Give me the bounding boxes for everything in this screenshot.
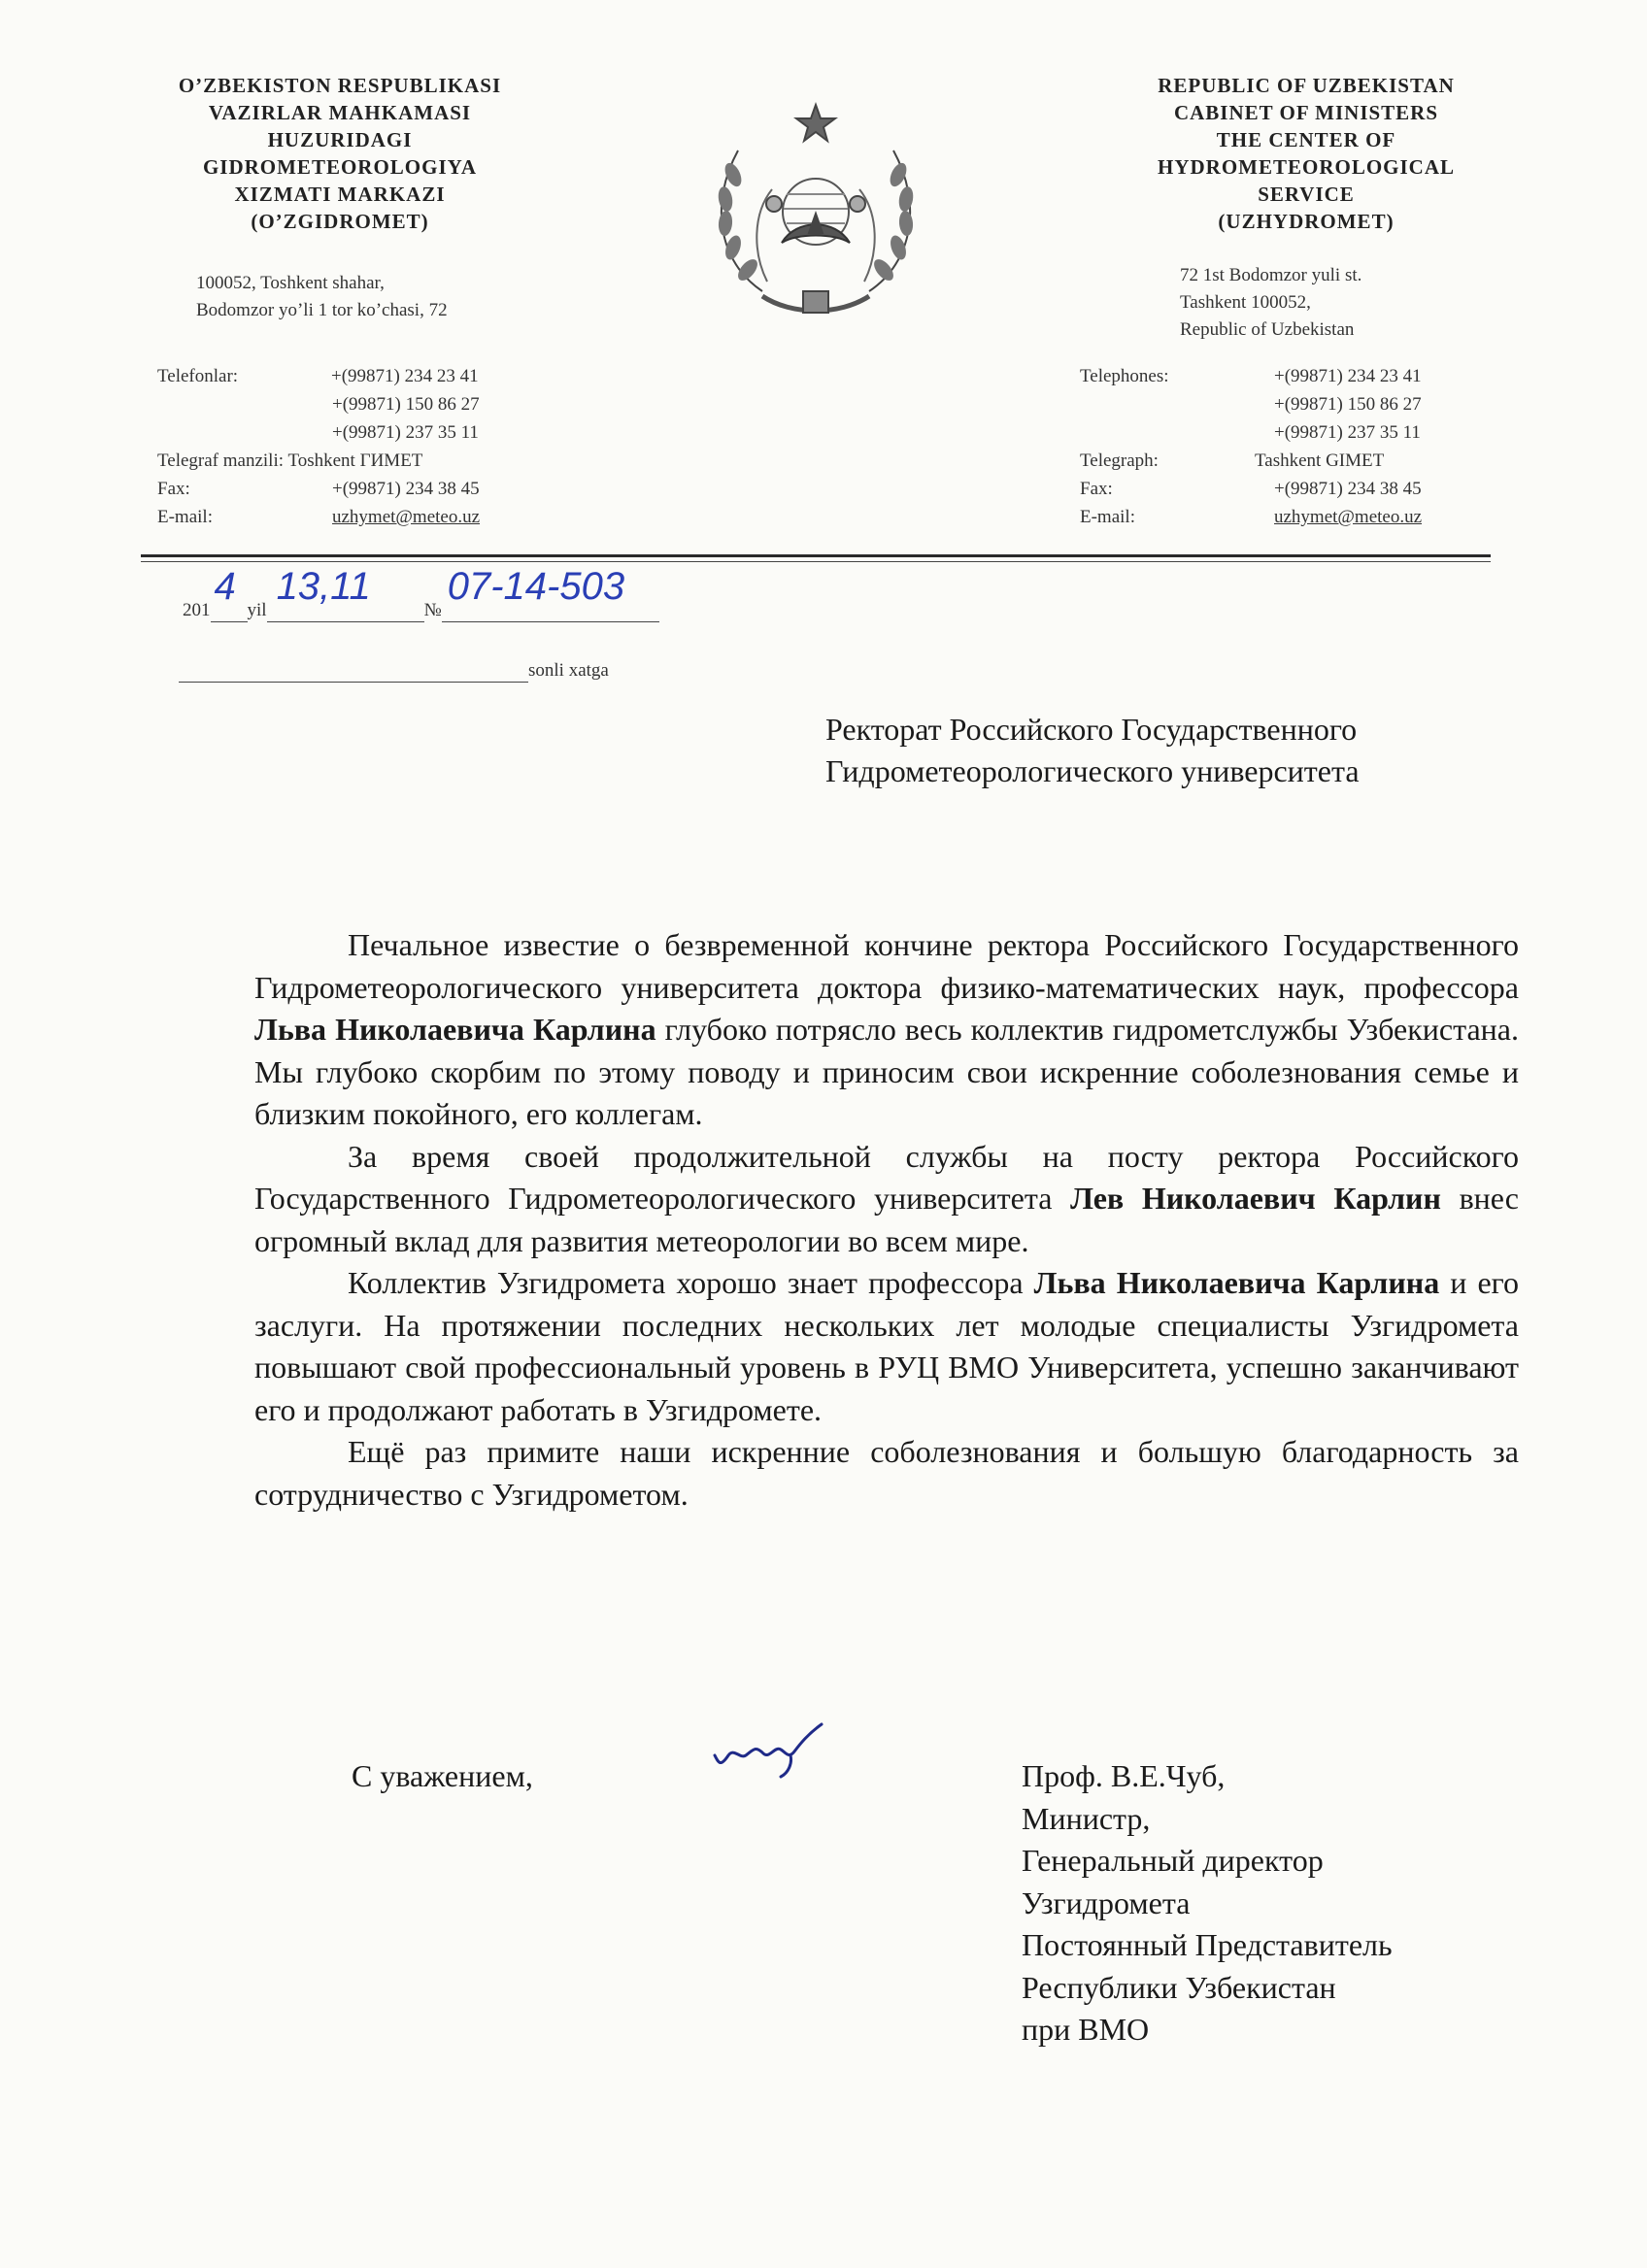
- state-emblem-icon: [694, 97, 937, 330]
- telegraph-label: Telegraph:: [1080, 450, 1159, 471]
- body-paragraph: [254, 1136, 1519, 1263]
- phone-number: +(99871) 150 86 27: [332, 394, 480, 415]
- right-address-line: Tashkent 100052,: [1180, 292, 1311, 313]
- left-org-line: (O’ZGIDROMET): [251, 210, 429, 233]
- reply-label: sonli xatga: [528, 660, 609, 681]
- left-org-line: XIZMATI MARKAZI: [234, 183, 446, 206]
- body-text: За время своей продолжительной службы на посту ректора Российского Государственного Гидрометеорологического университета: [254, 1138, 1519, 1216]
- signatory-line: Республики Узбекистан: [1022, 1969, 1336, 2005]
- letterhead-divider-thin: [141, 561, 1491, 562]
- body-text: Печальное известие о безвременной кончине ректора Российского Государственного Гидрометеорологического университета доктора физико-математических наук, профессора: [254, 927, 1519, 1005]
- left-address-line: Bodomzor yo’li 1 tor ko’chasi, 72: [196, 300, 448, 320]
- addressee-line: Ректорат Российского Государственного: [825, 712, 1358, 747]
- right-contacts: [1080, 362, 1422, 531]
- body-paragraph: [254, 924, 1519, 1136]
- right-org-header: [1102, 72, 1510, 235]
- left-contacts: [157, 362, 480, 531]
- letterhead-divider: [141, 554, 1491, 557]
- letter-body: [254, 924, 1519, 1516]
- signatory-block: [1022, 1755, 1393, 2051]
- signatory-line: Постоянный Представитель: [1022, 1927, 1393, 1962]
- left-org-header: [136, 72, 544, 235]
- right-address-line: Republic of Uzbekistan: [1180, 319, 1355, 340]
- phone-number: +(99871) 234 23 41: [1274, 366, 1422, 386]
- right-address-line: 72 1st Bodomzor yuli st.: [1180, 265, 1362, 285]
- email-link[interactable]: uzhymet@meteo.uz: [332, 507, 481, 527]
- telegraph-address: Tashkent GIMET: [1255, 450, 1385, 471]
- telegraph-label: Telegraf manzili:: [157, 450, 285, 471]
- email-label: E-mail:: [1080, 507, 1135, 527]
- number-label: №: [423, 600, 442, 620]
- person-name: Лев Николаевич Карлин: [1070, 1181, 1441, 1216]
- signatory-line: Проф. В.Е.Чуб,: [1022, 1758, 1226, 1793]
- person-name: Льва Николаевича Карлина: [1033, 1265, 1440, 1300]
- body-text: Коллектив Узгидромета хорошо знает профессора: [348, 1265, 1034, 1300]
- left-org-line: HUZURIDAGI: [267, 128, 413, 151]
- year-prefix: 201: [183, 600, 211, 620]
- phones-label: Telefonlar:: [157, 366, 239, 386]
- fax-label: Fax:: [157, 479, 190, 499]
- email-link[interactable]: uzhymet@meteo.uz: [1274, 507, 1423, 527]
- right-org-line: HYDROMETEOROLOGICAL: [1157, 155, 1456, 179]
- addressee-line: Гидрометеорологического университета: [825, 753, 1360, 788]
- right-org-line: CABINET OF MINISTERS: [1173, 101, 1439, 124]
- phone-number: +(99871) 237 35 11: [1274, 422, 1421, 443]
- body-paragraph: [254, 1262, 1519, 1431]
- signatory-line: Министр,: [1022, 1800, 1151, 1836]
- registration-line: [183, 565, 659, 622]
- fax-number: +(99871) 234 38 45: [1274, 479, 1422, 499]
- date-handwritten: 13,11: [276, 565, 371, 608]
- left-org-line: VAZIRLAR MAHKAMASI: [208, 101, 472, 124]
- body-paragraph: [254, 1431, 1519, 1516]
- addressee: [825, 709, 1360, 792]
- handwritten-signature: [707, 1717, 833, 1784]
- year-handwritten: 4: [214, 565, 236, 608]
- body-text: внес огромный вклад для развития метеорологии во всем мире.: [254, 1181, 1519, 1258]
- left-org-line: O’ZBEKISTON RESPUBLIKASI: [178, 74, 502, 97]
- phone-number: +(99871) 237 35 11: [332, 422, 479, 443]
- reply-reference-line: [179, 660, 609, 683]
- person-name: Льва Николаевича Карлина: [254, 1012, 656, 1047]
- body-text: и его заслуги. На протяжении последних нескольких лет молодые специалисты Узгидромета повышают свой профессиональный уровень в РУЦ ВМО Университета, успешно заканчивают его и продолжают работать в Узгидромете.: [254, 1265, 1520, 1427]
- signatory-line: при ВМО: [1022, 2012, 1150, 2047]
- fax-number: +(99871) 234 38 45: [332, 479, 480, 499]
- left-address-line: 100052, Toshkent shahar,: [196, 273, 385, 293]
- phone-number: +(99871) 234 23 41: [331, 366, 479, 386]
- email-label: E-mail:: [157, 507, 213, 527]
- closing-salutation: С уважением,: [352, 1758, 533, 1793]
- phones-label: Telephones:: [1080, 366, 1169, 386]
- number-handwritten: 07-14-503: [447, 565, 625, 608]
- body-text: Ещё раз примите наши искренние соболезнования и большую благодарность за сотрудничество с Узгидрометом.: [254, 1434, 1519, 1512]
- right-org-line: (UZHYDROMET): [1218, 210, 1395, 233]
- right-org-line: THE CENTER OF: [1216, 128, 1396, 151]
- signatory-line: Узгидромета: [1022, 1884, 1191, 1920]
- left-address: [196, 270, 448, 324]
- phone-number: +(99871) 150 86 27: [1274, 394, 1422, 415]
- left-org-line: GIDROMETEOROLOGIYA: [202, 155, 478, 179]
- telegraph-address: Toshkent ГИМЕТ: [287, 450, 423, 471]
- fax-label: Fax:: [1080, 479, 1113, 499]
- right-org-line: REPUBLIC OF UZBEKISTAN: [1158, 74, 1455, 97]
- yil-label: yil: [247, 600, 267, 620]
- body-text: глубоко потрясло весь коллектив гидрометслужбы Узбекистана. Мы глубоко скорбим по этому поводу и приносим свои искренние соболезнования семье и близким покойного, его коллегам.: [254, 1012, 1520, 1131]
- right-address: [1180, 262, 1361, 344]
- signatory-line: Генеральный директор: [1022, 1843, 1324, 1878]
- right-org-line: SERVICE: [1258, 183, 1355, 206]
